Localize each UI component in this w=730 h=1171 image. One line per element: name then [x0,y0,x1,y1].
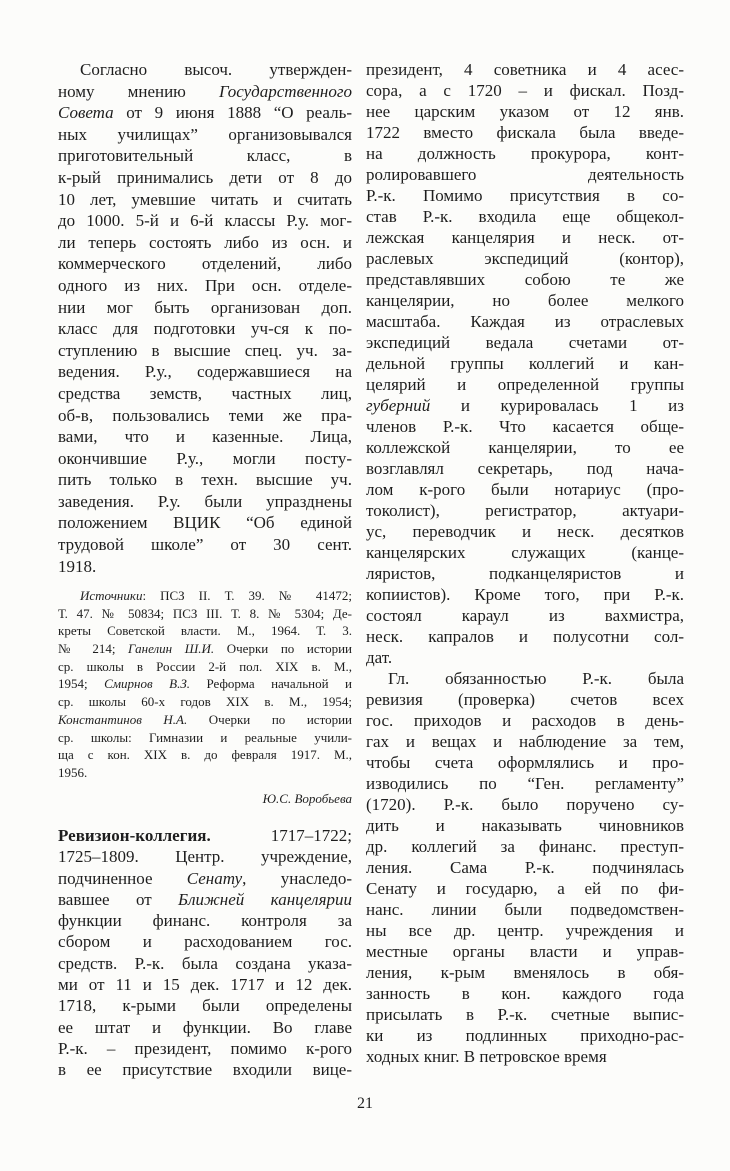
text-line [58,974,352,995]
text-line [366,563,684,584]
text: Гл. обязанностью Р.-к. была [388,669,684,688]
text-line [58,868,352,889]
text: ми от 11 и 15 дек. 1717 и 12 дек. [58,975,352,995]
text: присылать в Р.-к. счетные выпис- [366,1005,684,1024]
italic-text: Константинов Н.А. [58,711,188,727]
text-line [58,622,352,640]
text-line [366,458,684,479]
text: ли теперь состоять либо из осн. и [58,232,352,252]
text: Р.-к. Помимо присутствия в со- [366,186,684,205]
text: Очерки по истории [214,641,353,657]
italic-text: Ганелин Ш.И. [128,641,215,657]
text-line [366,374,684,395]
text-line [58,318,352,340]
text-line [366,521,684,542]
text: ходных книг. В петровское время [366,1047,607,1066]
text: заведения. Р.у. были упразднены [58,491,352,511]
text: на должность прокурора, конт- [366,144,684,163]
left-article-body [58,59,352,577]
text-line [58,711,352,729]
text-line [366,794,684,815]
text: ее штат и функции. Во главе [58,1017,352,1037]
text-line [58,910,352,931]
text-line [366,836,684,857]
text: целярий и определенной группы [366,375,684,394]
text-line [58,658,352,676]
text: , унаследо- [242,868,352,888]
text-line [58,426,352,448]
text: 1956. [58,764,88,780]
text-line [58,340,352,362]
text: местные органы власти и управ- [366,942,684,961]
text-line [58,232,352,254]
text: средств. Р.-к. была создана указа- [58,953,352,973]
text-line [366,626,684,647]
text-line [58,693,352,711]
text: дат. [366,648,393,667]
text-line [58,534,352,556]
text-line [58,729,352,747]
italic-text: Смирнов В.З. [104,676,191,692]
text: лом к-рого были нотариус (про- [366,480,684,499]
text: др. коллегий за финанс. преступ- [366,837,684,856]
text: об-в, пользовались теми же пра- [58,405,352,425]
text-line [366,164,684,185]
text: Р.-к. – президент, помимо к-рого [58,1038,352,1058]
text: чтобы счета оформлялись и про- [366,753,684,772]
text: президент, 4 советника и 4 асес- [366,60,684,79]
text-line [58,556,352,578]
text-line [58,275,352,297]
text: нии мог быть организован доп. [58,297,352,317]
text-line [58,297,352,319]
text: ления, к-рым вменялось в обя- [366,963,684,982]
text: средства земств, частных лиц, [58,383,352,403]
text-line [366,584,684,605]
text-line [366,248,684,269]
text-line [366,311,684,332]
text: ролировавшего деятельность [366,165,684,184]
text: членов Р.-к. Что касается обще- [366,417,684,436]
text-line [366,185,684,206]
text: Т. 47. № 50834; ПСЗ III. Т. 8. № 5304; Де- [58,605,352,621]
text-line [58,469,352,491]
text-line [58,448,352,470]
text-line [58,145,352,167]
text-line [366,647,684,668]
text-line [366,752,684,773]
text-line [58,1017,352,1038]
text: ревизия (проверка) счетов всех [366,690,684,709]
text-line [366,416,684,437]
text: ному мнению [58,81,219,101]
text: трудовой школе” от 30 сент. [58,535,352,555]
text-line [366,59,684,80]
text-line [58,1059,352,1080]
text: ус, переводчик и неск. десятков [366,522,684,541]
text-line [58,59,352,81]
right-column-body [366,59,684,1067]
text-line [366,689,684,710]
text-line [58,953,352,974]
text-line [58,995,352,1016]
text-line [58,210,352,232]
text-line [58,931,352,952]
text: ср. школы в России 2-й пол. XIX в. М., [58,658,352,674]
text: вавшее от [58,889,179,909]
text: 1954; [58,676,105,692]
text: Сенату и государю, а ей по фи- [366,879,684,898]
text-line [58,675,352,693]
text: 1717–1722; [210,826,352,845]
text: дельной группы коллегий и кан- [366,354,684,373]
text: положением ВЦИК “Об единой [58,513,352,533]
text: и курировалась 1 из [430,396,684,415]
text-line [58,605,352,623]
text: занность в кон. каждого года [366,984,684,1003]
bold-heading: Ревизион-коллегия. [58,826,211,845]
text: изводились по “Ген. регламенту” [366,774,684,793]
text: одного из них. При осн. отделе- [58,275,352,295]
text-line [58,587,352,605]
text: до 1000. 5-й и 6-й классы Р.у. мог- [58,211,352,231]
text-line [58,167,352,189]
text-line [366,332,684,353]
text-line [366,1004,684,1025]
text-line [366,479,684,500]
text-line [366,101,684,122]
text-line [366,227,684,248]
text: ляристов, подканцеляристов и [366,564,684,583]
text-line [366,605,684,626]
text: став Р.-к. входила еще общекол- [366,207,684,226]
text: копиистов). Кроме того, при Р.-к. [366,585,684,604]
text-line [366,920,684,941]
italic-text: губерний [366,396,431,415]
text: канцелярии, но более мелкого [366,291,684,310]
text: канцелярских служащих (канце- [366,543,684,562]
text: Реформа начальной и [190,676,352,692]
text: ки из подлинных приходно-рас- [366,1026,684,1045]
text-line [58,124,352,146]
text: представлявших собою те же [366,270,684,289]
text-line [58,746,352,764]
text-line [58,825,352,846]
text-line [366,353,684,374]
text: вами, что и казенные. Лица, [58,427,352,447]
text: окончившие Р.у., могли посту- [58,448,352,468]
italic-text: Сенату [186,868,243,888]
text-line [366,206,684,227]
italic-text: Ближней канцелярии [178,889,352,909]
text: состоял караул из вахмистра, [366,606,684,625]
entry-revizion-kollegiya [58,825,352,1081]
text-line [58,846,352,867]
text-line [366,1046,684,1067]
text: подчиненное [58,868,187,888]
text: ления. Сама Р.-к. подчинялась [366,858,684,877]
text-line [366,878,684,899]
italic-text: Государственного [218,81,352,101]
text: 1722 вместо фискала была введе- [366,123,684,142]
text-line [366,668,684,689]
text: гах и вещах и наблюдение за тем, [366,732,684,751]
text: токолист), регистратор, актуари- [366,501,684,520]
text: возглавлял секретарь, под нача- [366,459,684,478]
text: Согласно высоч. утвержден- [80,60,352,79]
text: сора, а с 1720 – и фискал. Позд- [366,81,684,100]
text: функции финанс. контроля за [58,911,352,931]
text: нанс. линии были подведомствен- [366,900,684,919]
text: ср. школы: Гимназии и реальные учили- [58,729,352,745]
text-line [366,1025,684,1046]
text: ща с кон. XIX в. до февраля 1917. М., [58,747,352,763]
text: к-рый принимались дети от 8 до [58,167,352,187]
text-line [366,80,684,101]
text: ступлению в высшие спец. уч. за- [58,340,352,360]
text: 1725–1809. Центр. учреждение, [58,847,352,867]
text: пить только в техн. высшие уч. [58,470,352,490]
text: экспедиций ведала счетами от- [366,333,684,352]
text: масштаба. Каждая из отраслевых [366,312,684,331]
page-number: 21 [357,1095,373,1112]
text: приготовительный класс, в [58,146,352,166]
text-line [366,815,684,836]
text: 10 лет, умевшие читать и считать [58,189,352,209]
text-line [58,253,352,275]
text: лежская канцелярия и неск. от- [366,228,684,247]
text-line [58,491,352,513]
text-line [366,143,684,164]
text: от 9 июня 1888 “О реаль- [113,103,352,123]
text-line [366,269,684,290]
text-line [366,710,684,731]
text-line [366,941,684,962]
text: 1718, к-рыми были определены [58,996,352,1016]
italic-text: Совета [58,103,114,123]
text: раслевых экспедиций (контор), [366,249,684,268]
text-line [58,102,352,124]
text: креты Советской власти. М., 1964. Т. 3. [58,623,352,639]
text-line [366,983,684,1004]
text-line [58,640,352,658]
text-line [366,731,684,752]
text: коммерческого отделений, либо [58,254,352,274]
text: коллежской канцелярии, то ее [366,438,684,457]
text-line [366,500,684,521]
text: ны все др. центр. учреждения и [366,921,684,940]
text-line [58,81,352,103]
text-line [366,857,684,878]
text-line [366,437,684,458]
text: класс для подготовки уч-ся к по- [58,319,352,339]
text: ср. школы 60-х годов XIX в. М., 1954; [58,694,352,710]
text: нее царским указом от 12 янв. [366,102,684,121]
text: ведения. Р.у., содержавшиеся на [58,362,352,382]
text-line [58,361,352,383]
text-line [58,889,352,910]
text-line [58,512,352,534]
text: № 214; [58,641,129,657]
text-line [366,773,684,794]
text: неск. капралов и полусотни сол- [366,627,684,646]
text-line [366,395,684,416]
text: ных училищах” организовывался [58,124,352,144]
text: сбором и расходованием гос. [58,932,352,952]
text: : ПСЗ II. Т. 39. № 41472; [142,588,352,603]
text-line [58,189,352,211]
text: в ее присутствие входили вице- [58,1060,352,1080]
text-line [366,542,684,563]
text-line [366,290,684,311]
text-line [58,1038,352,1059]
text: Очерки по истории [187,711,352,727]
text-line [58,405,352,427]
text-line [366,899,684,920]
italic-text: Источники [80,588,143,603]
text-line [58,383,352,405]
text: (1720). Р.-к. было поручено су- [366,795,684,814]
text: дить и наказывать чиновников [366,816,684,835]
article-author: Ю.С. Воробьева [262,791,352,806]
text: 1918. [58,556,97,576]
text-line [58,764,352,782]
text-line [366,122,684,143]
text: гос. приходов и расходов в день- [366,711,684,730]
text-line [366,962,684,983]
sources-list [58,587,352,782]
